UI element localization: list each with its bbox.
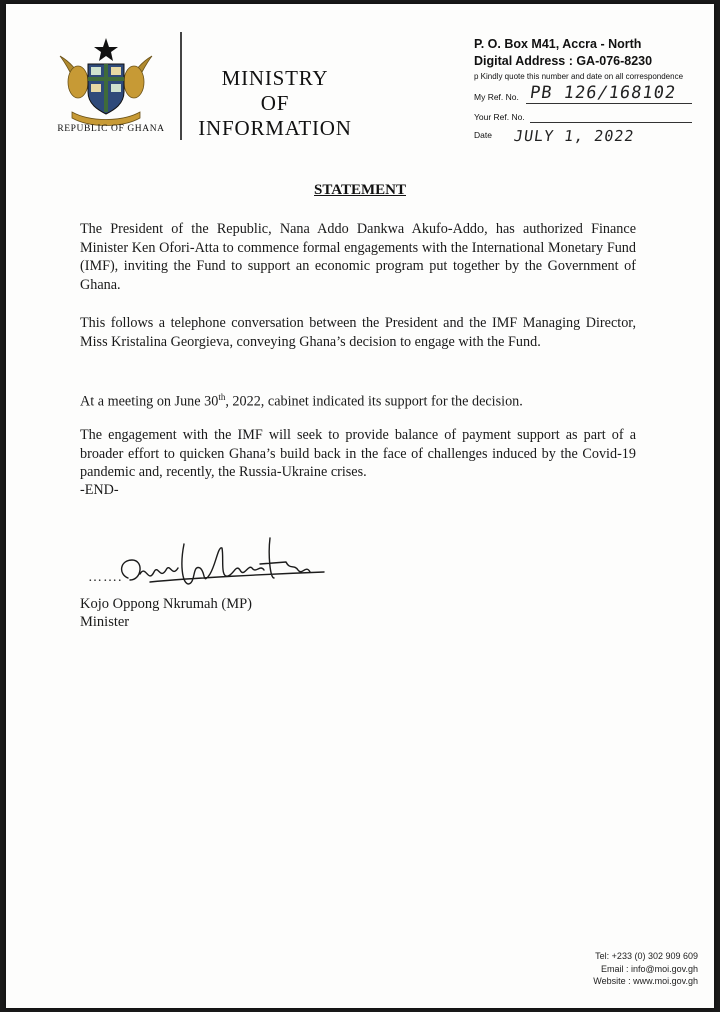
digital-address: Digital Address : GA-076-8230 — [474, 54, 653, 68]
ministry-title-line2: OF — [260, 91, 290, 115]
ghana-coat-of-arms-icon — [50, 36, 162, 128]
date-ordinal-suffix: th — [218, 392, 226, 402]
contact-website: Website : www.moi.gov.gh — [593, 976, 698, 986]
postal-address-block — [474, 36, 683, 82]
your-ref-label: Your Ref. No. — [474, 112, 525, 122]
end-marker: -END- — [80, 482, 119, 498]
my-ref-handwritten: PB 126/168102 — [528, 83, 678, 103]
contact-block — [593, 950, 698, 988]
ministry-title-line3: INFORMATION — [198, 116, 352, 140]
letter-page — [6, 4, 714, 1008]
statement-paragraph-4: The engagement with the IMF will seek to provide balance of payment support as part of a broader effort to quicken Ghana’s build back in the face of challenges induced by the Covid-19 pandemic and, recently, the Russia-Ukraine crises. — [80, 427, 636, 480]
republic-of-ghana-label: REPUBLIC OF GHANA — [57, 124, 165, 134]
statement-paragraph-2: This follows a telephone conversation between the President and the IMF Managing Director, Miss Kristalina Georgieva, conveying Ghana’s decision to engage with the Fund. — [80, 315, 636, 350]
date-handwritten: JULY 1, 2022 — [512, 127, 636, 145]
handwritten-signature — [110, 534, 330, 594]
contact-tel: Tel: +233 (0) 302 909 609 — [595, 951, 698, 961]
statement-paragraph-3 — [80, 388, 636, 411]
signatory-title: Minister — [80, 614, 130, 630]
paragraph-3-text-end: , 2022, cabinet indicated its support for the decision. — [225, 393, 523, 410]
letterhead-divider — [180, 32, 182, 140]
contact-email: Email : info@moi.gov.gh — [600, 963, 698, 974]
statement-title: STATEMENT — [314, 182, 406, 198]
statement-paragraph-1: The President of the Republic, Nana Addo Dankwa Akufo-Addo, has authorized Finance Minister Ken Ofori-Atta to commence formal engagements with the International Monetary Fund (IMF), inviting the Fund to support an economic program put together by the Government of Ghana. — [80, 221, 636, 293]
my-ref-label: My Ref. No. — [474, 92, 519, 102]
signatory-name: Kojo Oppong Nkrumah (MP) — [80, 596, 252, 612]
date-label: Date — [474, 130, 492, 140]
your-ref-underline — [530, 122, 692, 123]
quote-note: p Kindly quote this number and date on all correspondence — [474, 72, 684, 81]
paragraph-3-text-start: At a meeting on June 30 — [80, 393, 219, 410]
po-box: P. O. Box M41, Accra - North — [474, 37, 642, 51]
signature-dots: ……. — [88, 570, 123, 585]
my-ref-underline — [526, 103, 692, 104]
ministry-title-line1: MINISTRY — [221, 66, 329, 90]
